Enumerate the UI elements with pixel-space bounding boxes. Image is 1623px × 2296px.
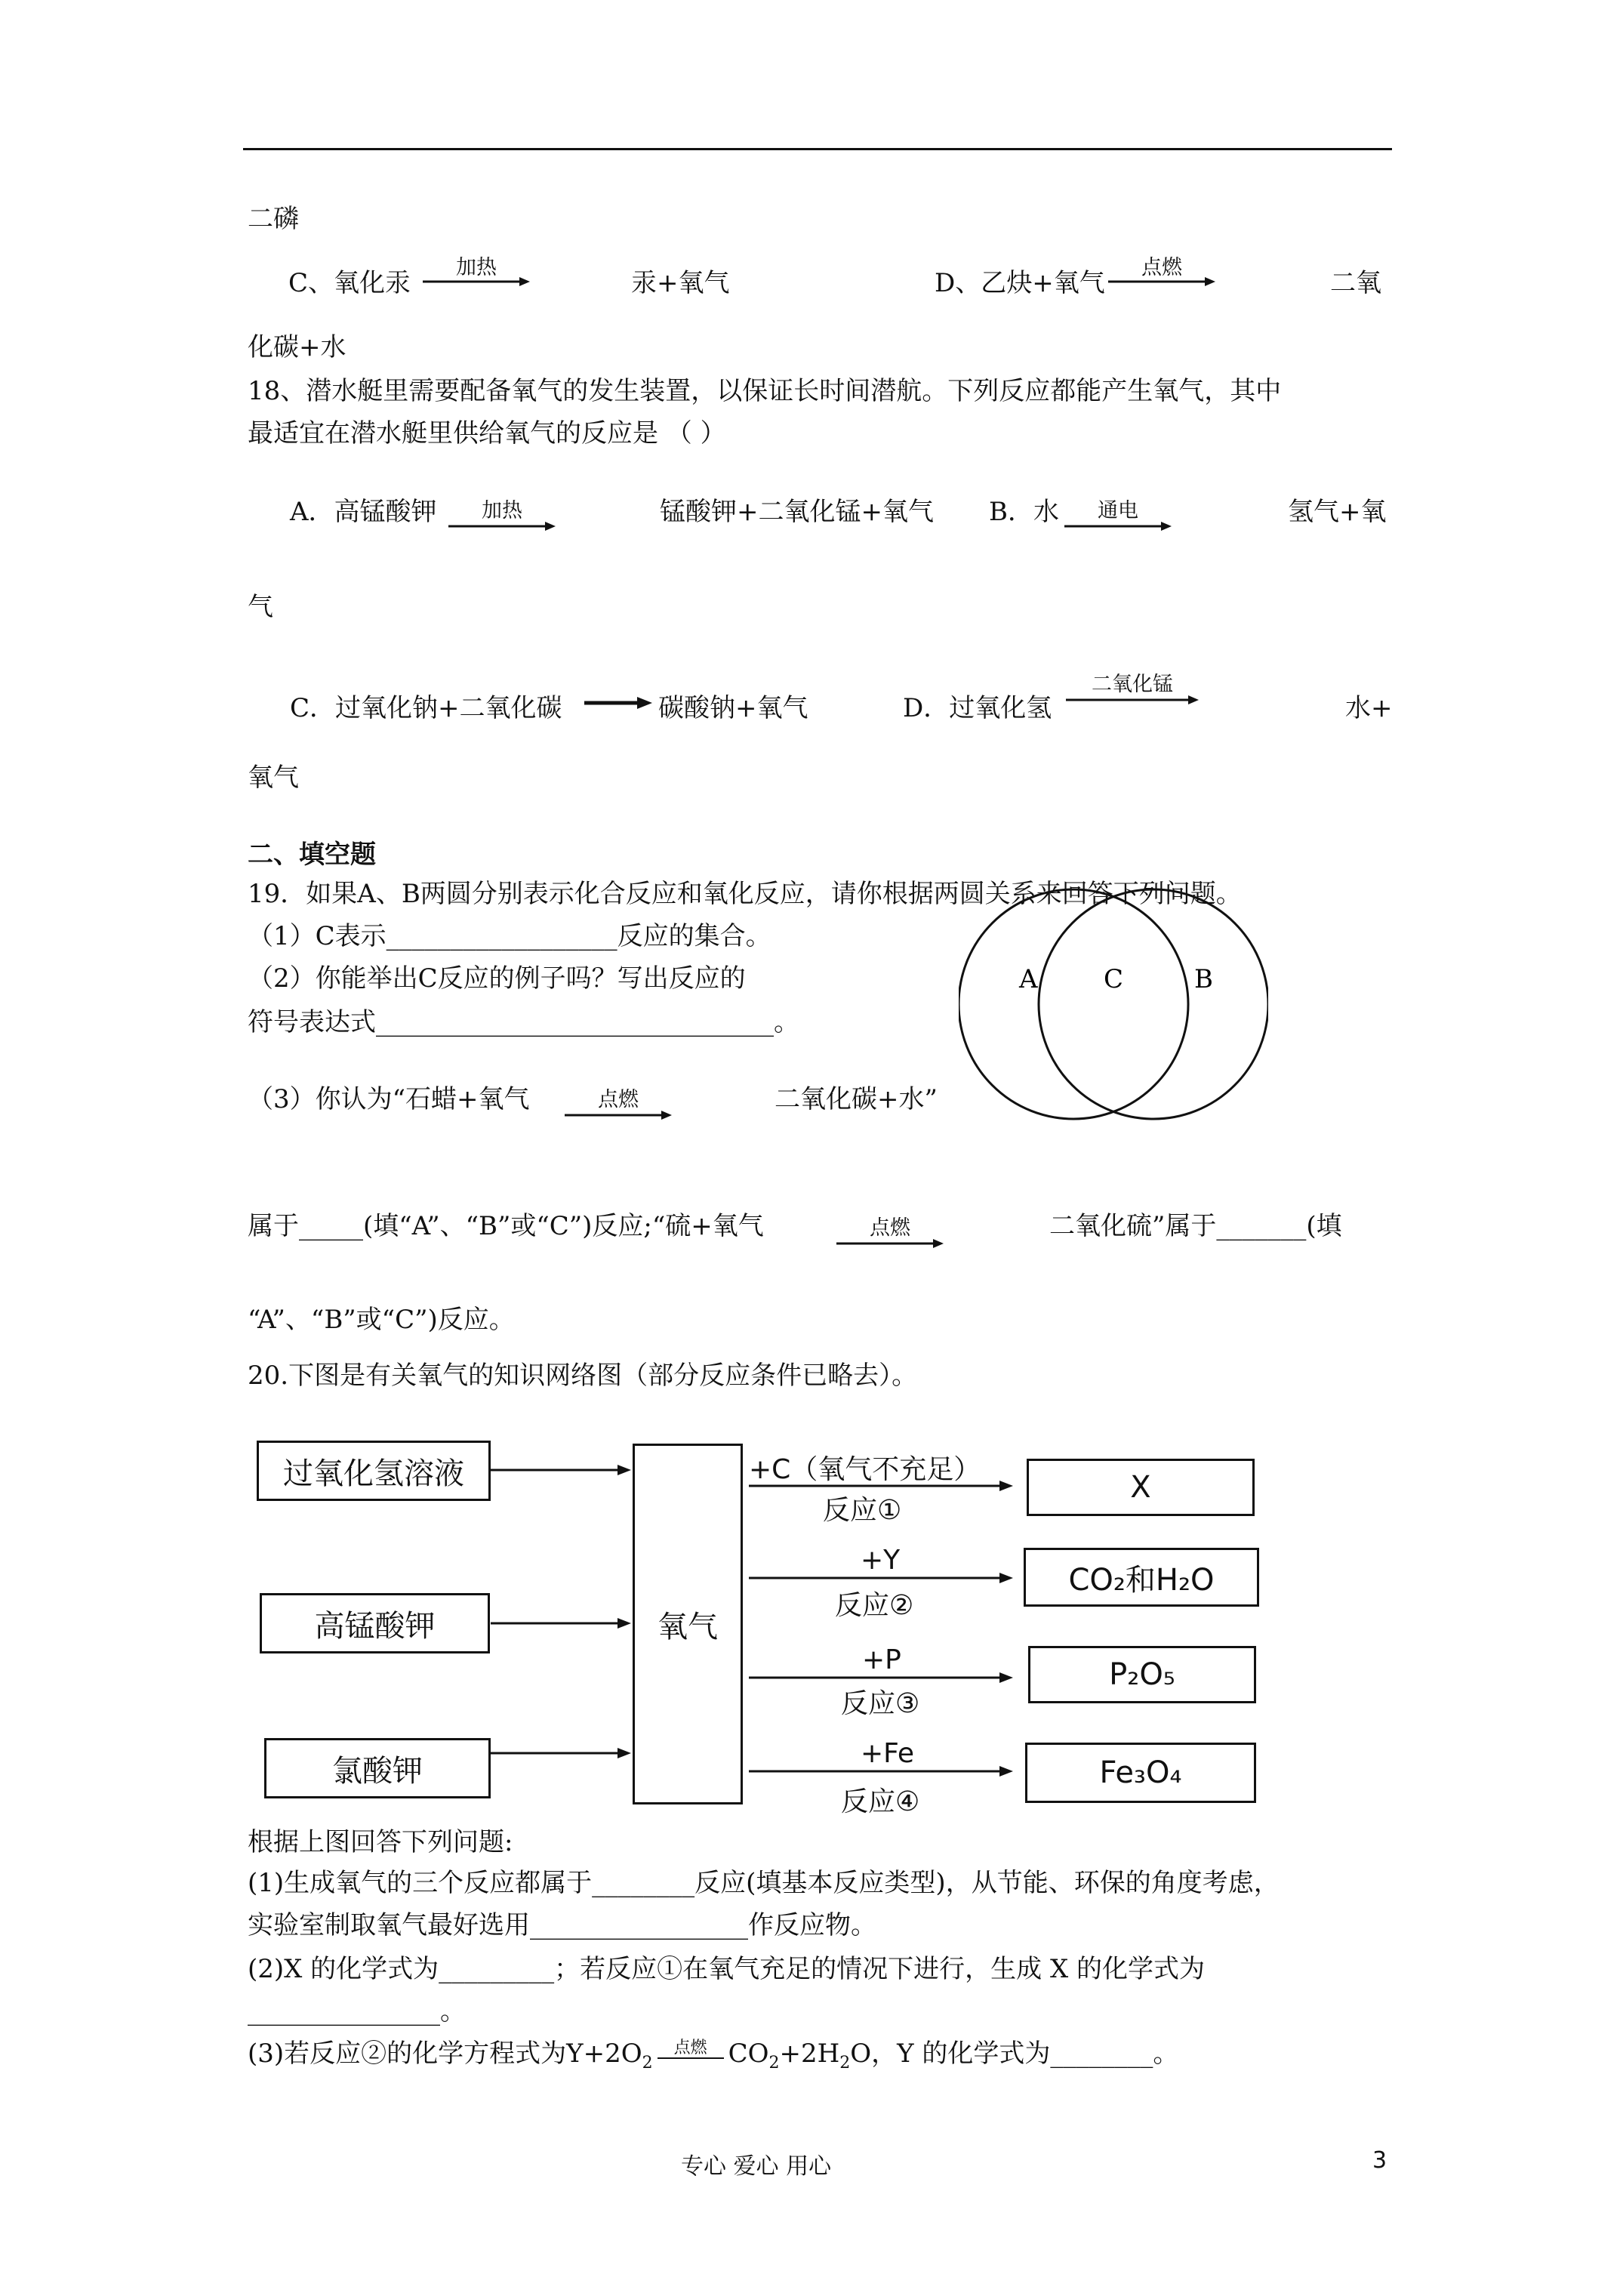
option-c-right: 汞+氧气 bbox=[631, 268, 730, 298]
question-20: 20.下图是有关氧气的知识网络图（部分反应条件已略去）。 bbox=[248, 1361, 918, 1391]
reaction-top: +Y bbox=[861, 1545, 901, 1576]
option-a-left: A．高锰酸钾 bbox=[290, 497, 437, 527]
text-line: 二磷 bbox=[248, 204, 299, 234]
arrow-electric: 通电 bbox=[1064, 500, 1172, 532]
source-arrows bbox=[491, 1450, 642, 1767]
option-a-right: 锰酸钾+二氧化锰+氧气 bbox=[660, 497, 934, 527]
question-19-3d: 二氧化硫”属于_______(填 bbox=[1049, 1211, 1342, 1241]
reaction-top: +Fe bbox=[861, 1738, 915, 1769]
question-19-2b: 符号表达式_______________________________。 bbox=[248, 1007, 799, 1037]
question-20-2b: _______________。 bbox=[248, 1996, 466, 2026]
option-c-left: C、氧化汞 bbox=[288, 268, 411, 298]
text-line: 气 bbox=[248, 592, 273, 622]
question-19: 19．如果A、B两圆分别表示化合反应和氧化反应，请你根据两圆关系来回答下列问题。 bbox=[248, 879, 1242, 909]
arrow-plain bbox=[584, 695, 652, 710]
question-19-1: （1）C表示__________________反应的集合。 bbox=[248, 921, 771, 951]
question-19-3: （3）你认为“石蜡+氧气 bbox=[248, 1084, 530, 1114]
product-box: X bbox=[1027, 1459, 1255, 1516]
question-19-2: （2）你能举出C反应的例子吗？写出反应的 bbox=[248, 963, 746, 994]
question-18: 18、潜水艇里需要配备氧气的发生装置，以保证长时间潜航。下列反应都能产生氧气，其中 bbox=[248, 376, 1282, 406]
question-19-3-right: 二氧化碳+水” bbox=[775, 1084, 938, 1114]
product-box: P₂O₅ bbox=[1028, 1646, 1256, 1703]
venn-label-a: A bbox=[1019, 964, 1038, 994]
question-18-cont: 最适宜在潜水艇里供给氧气的反应是 （ ） bbox=[248, 418, 726, 448]
text-line: 氧气 bbox=[248, 763, 299, 793]
source-box: 高锰酸钾 bbox=[260, 1593, 490, 1653]
product-box: Fe₃O₄ bbox=[1025, 1743, 1256, 1803]
product-box: CO₂和H₂O bbox=[1024, 1548, 1259, 1607]
option-d-right: 二氧 bbox=[1330, 268, 1381, 298]
option-b-left: B．水 bbox=[989, 497, 1059, 527]
option-d18-right: 水+ bbox=[1345, 693, 1393, 723]
venn-circle-b bbox=[1039, 889, 1268, 1119]
venn-label-b: B bbox=[1194, 964, 1213, 994]
arrow-heat: 加热 bbox=[423, 257, 530, 287]
footer-motto: 专心 爱心 用心 bbox=[681, 2153, 832, 2180]
question-19-3e: “A”、“B”或“C”)反应。 bbox=[248, 1305, 515, 1335]
venn-diagram bbox=[959, 883, 1268, 1125]
reaction-bottom: 反应④ bbox=[841, 1786, 920, 1817]
arrow-ignite: 点燃 bbox=[565, 1089, 672, 1120]
venn-circle-a bbox=[959, 889, 1188, 1119]
option-c18: C．过氧化钠+二氧化碳 bbox=[290, 693, 562, 723]
question-20-3: (3)若反应②的化学方程式为$Y+2O_2$ 点燃 $CO_2+2H_2O$，Y 的化学式为________。 bbox=[248, 2039, 1179, 2073]
reaction-top: +P bbox=[862, 1644, 901, 1675]
source-box: 氯酸钾 bbox=[264, 1738, 491, 1798]
arrow-ignite-inline: 点燃 bbox=[653, 2044, 728, 2066]
reaction-bottom: 反应③ bbox=[841, 1688, 920, 1719]
reaction-bottom: 反应① bbox=[823, 1495, 902, 1526]
question-20-1: (1)生成氧气的三个反应都属于________反应(填基本反应类型)，从节能、环保的角度考虑， bbox=[248, 1868, 1280, 1898]
page-number: 3 bbox=[1372, 2147, 1387, 2174]
arrow-ignite: 点燃 bbox=[836, 1217, 944, 1249]
source-box: 过氧化氢溶液 bbox=[257, 1441, 491, 1501]
arrow-heat: 加热 bbox=[448, 500, 556, 532]
question-20-2: (2)X 的化学式为_________；若反应①在氧气充足的情况下进行，生成 X 的化学式为 bbox=[248, 1954, 1205, 1984]
option-b-right: 氢气+氧 bbox=[1288, 497, 1387, 527]
text-line: 化碳+水 bbox=[248, 332, 346, 362]
reaction-bottom: 反应② bbox=[835, 1590, 914, 1621]
section-heading: 二、填空题 bbox=[248, 840, 376, 870]
header-rule bbox=[243, 148, 1392, 150]
option-d-left: D、乙炔+氧气 bbox=[935, 268, 1105, 298]
option-c18-right: 碳酸钠+氧气 bbox=[658, 693, 808, 723]
arrow-ignite: 点燃 bbox=[1108, 257, 1215, 287]
question-19-3c: 属于_____(填“A”、“B”或“C”)反应;“硫+氧气 bbox=[248, 1211, 764, 1241]
oxygen-box: 氧气 bbox=[633, 1444, 743, 1804]
question-20-intro: 根据上图回答下列问题: bbox=[248, 1827, 513, 1857]
venn-label-c: C bbox=[1104, 964, 1124, 994]
option-d18-left: D．过氧化氢 bbox=[903, 693, 1052, 723]
arrow-mno2: 二氧化锰 bbox=[1066, 673, 1199, 705]
reaction-top: +C（氧气不充足） bbox=[749, 1454, 981, 1485]
question-20-1b: 实验室制取氧气最好选用_________________作反应物。 bbox=[248, 1910, 876, 1940]
